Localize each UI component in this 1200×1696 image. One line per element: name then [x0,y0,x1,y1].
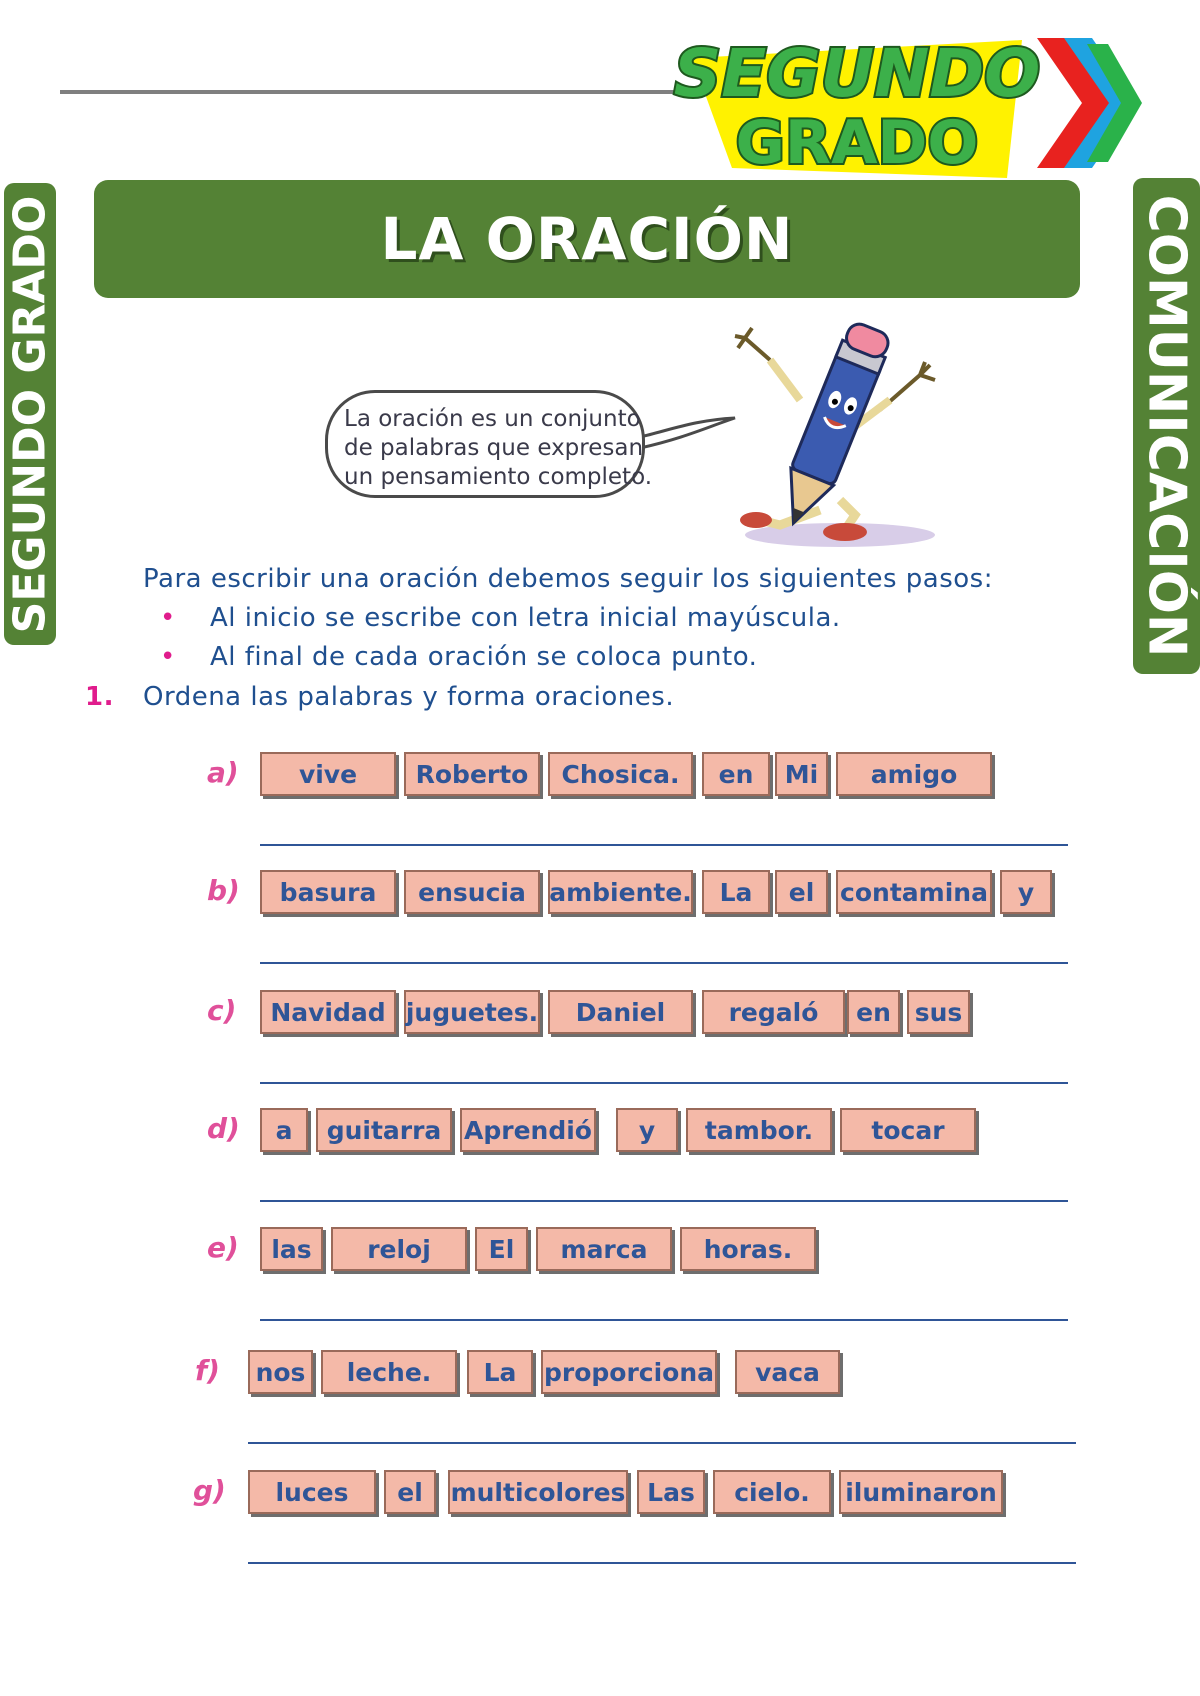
word-tile[interactable]: multicolores [448,1470,628,1514]
bullet-dot-icon: • [160,642,176,672]
word-tile[interactable]: Las [637,1470,705,1514]
answer-line[interactable] [248,1442,1076,1444]
exercise-number: 1. [85,682,114,712]
word-tile[interactable]: y [1000,870,1052,914]
bubble-line-1: La oración es un conjunto [344,406,641,432]
answer-line[interactable] [260,844,1068,846]
exercise-label: c) [207,994,237,1027]
bullet-dot-icon: • [160,603,176,633]
word-tile[interactable]: vive [260,752,396,796]
page-title: LA ORACIÓN [380,205,794,273]
word-tile[interactable]: Chosica. [548,752,693,796]
word-tile[interactable]: Roberto [404,752,540,796]
word-tile[interactable]: ambiente. [548,870,693,914]
word-tile[interactable]: y [616,1108,678,1152]
title-banner [94,180,1080,298]
word-tile[interactable]: basura [260,870,396,914]
side-tab-subject-label: COMUNICACIÓN [1136,194,1197,658]
side-tab-grade [4,183,56,645]
word-tile[interactable]: Navidad [260,990,396,1034]
answer-line[interactable] [260,1200,1068,1202]
pencil-character-illustration [730,320,945,550]
answer-line[interactable] [260,1082,1068,1084]
word-tile[interactable]: marca [536,1227,672,1271]
word-tile[interactable]: tocar [840,1108,976,1152]
word-tile[interactable]: luces [248,1470,376,1514]
word-tile[interactable]: el [384,1470,436,1514]
answer-line[interactable] [248,1562,1076,1564]
header-rule [60,90,680,94]
word-tile[interactable]: contamina [836,870,992,914]
exercise-label: b) [207,874,240,907]
word-tile[interactable]: ensucia [404,870,540,914]
segundo-grado-logo [672,28,1142,178]
logo-text-line1: SEGUNDO [673,35,1041,112]
word-tile[interactable]: vaca [735,1350,840,1394]
answer-line[interactable] [260,962,1068,964]
word-tile[interactable]: leche. [321,1350,457,1394]
word-tile[interactable]: reloj [331,1227,467,1271]
word-tile[interactable]: regaló [702,990,845,1034]
exercise-instruction [85,682,674,712]
word-tile[interactable]: a [260,1108,308,1152]
exercise-label: g) [193,1474,226,1507]
word-tile[interactable]: cielo. [713,1470,831,1514]
exercise-label: f) [195,1354,220,1387]
bullet-text: Al final de cada oración se coloca punto. [210,642,758,672]
side-tab-subject [1133,178,1200,674]
word-tile[interactable]: tambor. [686,1108,832,1152]
word-tile[interactable]: el [775,870,828,914]
bullet-capital-letter [160,603,841,633]
bullet-text: Al inicio se escribe con letra inicial mayúscula. [210,603,841,633]
exercise-instruction-text: Ordena las palabras y forma oraciones. [143,682,675,712]
word-tile[interactable]: sus [907,990,970,1034]
exercise-label: d) [207,1112,240,1145]
bubble-line-3: un pensamiento completo. [344,464,653,490]
word-tile[interactable]: guitarra [316,1108,452,1152]
word-tile[interactable]: amigo [836,752,992,796]
side-tab-grade-label: SEGUNDO GRADO [4,195,56,633]
speech-bubble-tail [640,412,740,452]
bubble-line-2: de palabras que expresan [344,435,644,461]
bullet-final-period [160,642,757,672]
word-tile[interactable]: Aprendió [460,1108,596,1152]
word-tile[interactable]: El [475,1227,528,1271]
word-tile[interactable]: en [847,990,900,1034]
speech-bubble [325,390,653,498]
word-tile[interactable]: nos [248,1350,313,1394]
intro-text: Para escribir una oración debemos seguir los siguientes pasos: [143,564,993,594]
word-tile[interactable]: Mi [775,752,828,796]
word-tile[interactable]: juguetes. [404,990,540,1034]
word-tile[interactable]: las [260,1227,323,1271]
word-tile[interactable]: en [702,752,770,796]
answer-line[interactable] [260,1319,1068,1321]
exercise-label: a) [207,756,239,789]
word-tile[interactable]: La [702,870,770,914]
logo-text-line2: GRADO [735,108,979,178]
word-tile[interactable]: iluminaron [839,1470,1003,1514]
word-tile[interactable]: proporciona [541,1350,717,1394]
word-tile[interactable]: Daniel [548,990,693,1034]
exercise-label: e) [207,1231,239,1264]
word-tile[interactable]: La [467,1350,533,1394]
word-tile[interactable]: horas. [680,1227,816,1271]
